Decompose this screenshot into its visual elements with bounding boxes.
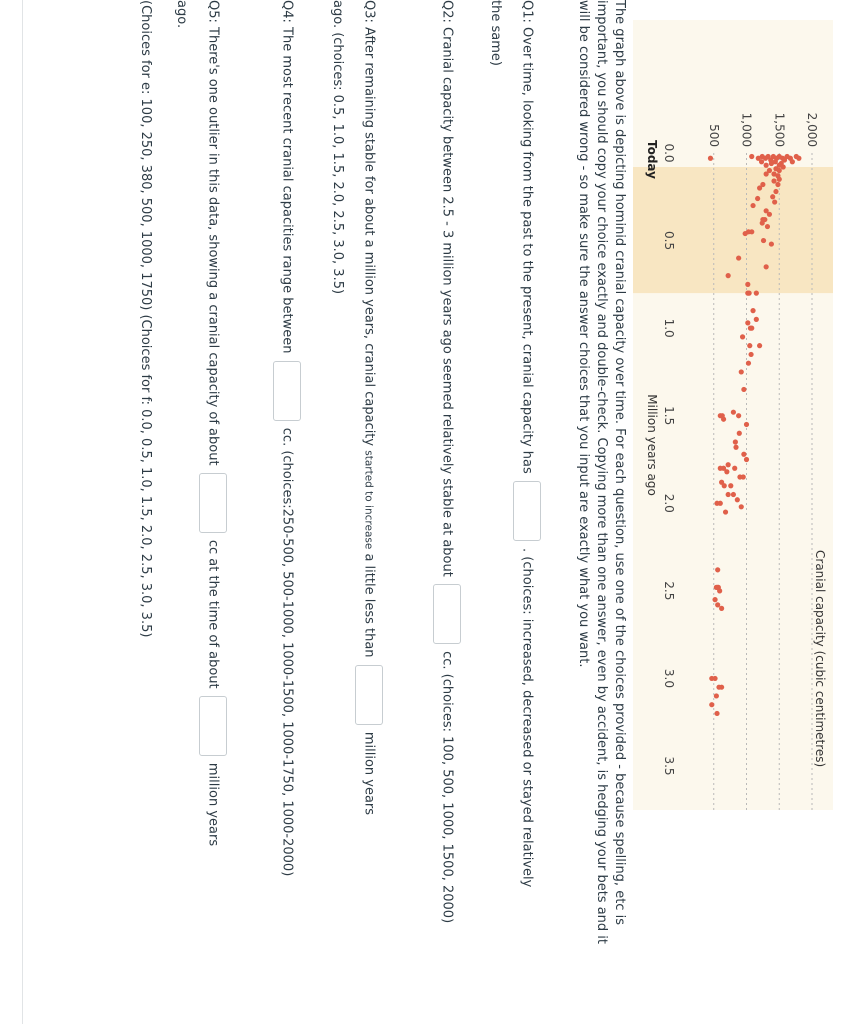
q2-text: Q2: Cranial capacity between 2.5 - 3 million years ago seemed relatively stable at about — [439, 0, 455, 577]
x-tick-label: 1.5 — [662, 406, 676, 426]
today-label: Today — [645, 140, 659, 179]
data-point — [731, 410, 736, 415]
q1-line — [513, 0, 541, 887]
data-point — [764, 171, 769, 176]
cranial-capacity-chart — [633, 20, 833, 810]
data-point — [754, 291, 759, 296]
y-tick-label: 500 — [706, 124, 721, 147]
data-point — [755, 196, 760, 201]
q5-line — [199, 0, 227, 846]
data-point — [746, 361, 751, 366]
data-point — [737, 431, 742, 436]
data-point — [767, 212, 772, 217]
q3-text: Q3: After remaining stable for about a million years, cranial capacity — [361, 0, 377, 447]
data-point — [714, 711, 719, 716]
data-point — [726, 492, 731, 497]
x-tick-label: 2.5 — [662, 581, 676, 601]
data-point — [712, 597, 717, 602]
x-tick-label: 1.0 — [662, 318, 676, 338]
data-point — [745, 282, 750, 287]
data-point — [765, 224, 770, 229]
data-point — [719, 606, 724, 611]
data-point — [772, 199, 777, 204]
data-point — [741, 452, 746, 457]
x-tick-label: 3.5 — [662, 756, 676, 776]
q3-answer-input[interactable] — [355, 665, 383, 725]
x-axis-title: Million years ago — [645, 394, 659, 496]
data-point — [749, 154, 754, 159]
data-point — [747, 291, 752, 296]
data-point — [739, 369, 744, 374]
intro-line-2: important, you should copy your choice exactly and double-check. Copying more than one answer, even by accident, is hedging your bets and it — [594, 0, 609, 945]
data-point — [723, 509, 728, 514]
data-point — [757, 185, 762, 190]
data-point — [769, 241, 774, 246]
data-point — [796, 156, 801, 161]
data-point — [709, 702, 714, 707]
q4-choices: cc. (choices:250-500, 500-1000, 1000-1500, 1000-1750, 1000-2000) — [279, 427, 295, 877]
data-point — [733, 445, 738, 450]
data-point — [740, 334, 745, 339]
data-point — [743, 231, 748, 236]
q2-line — [433, 0, 461, 923]
data-point — [749, 326, 754, 331]
q1-line-2: the same) — [488, 0, 503, 66]
data-point — [744, 457, 749, 462]
data-point — [770, 194, 775, 199]
data-point — [735, 497, 740, 502]
q3-after-text: million years — [361, 731, 377, 816]
data-point — [708, 156, 713, 161]
q5-time-input[interactable] — [199, 696, 227, 756]
q3-middle-text: a little less than — [361, 553, 377, 658]
data-point — [724, 469, 729, 474]
x-tick-label: 3.0 — [662, 668, 676, 688]
q5-middle-text: cc at the time of about — [205, 539, 221, 689]
data-point — [790, 159, 795, 164]
data-point — [732, 466, 737, 471]
q1-text: Q1: Over time, looking from the past to the present, cranial capacity has — [519, 0, 535, 474]
q1-answer-input[interactable] — [513, 481, 541, 541]
data-point — [745, 320, 750, 325]
q5-capacity-input[interactable] — [199, 473, 227, 533]
data-point — [773, 159, 778, 164]
y-tick-label: 1,500 — [772, 112, 787, 147]
intro-line-3: will be considered wrong - so make sure the answer choices that you input are exactly what you want. — [576, 0, 591, 668]
intro-line-1: The graph above is depicting hominid cranial capacity over time. For each question, use one of the choices provided - because spelling, etc is — [612, 0, 627, 925]
divider — [22, 0, 23, 1024]
y-tick-label: 1,000 — [739, 112, 754, 147]
data-point — [750, 203, 755, 208]
data-point — [750, 308, 755, 313]
y-tick-label: 2,000 — [805, 112, 819, 147]
q3-line-2: ago. (choices: 0.5, 1.0, 1.5, 2.0, 2.5, 3.0, 3.5) — [330, 0, 345, 295]
data-point — [714, 693, 719, 698]
data-point — [777, 168, 782, 173]
data-point — [764, 163, 769, 168]
data-point — [754, 317, 759, 322]
q3-small-text: started to increase — [362, 450, 375, 550]
data-point — [731, 492, 736, 497]
q2-answer-input[interactable] — [433, 584, 461, 644]
data-point — [741, 387, 746, 392]
data-point — [722, 483, 727, 488]
data-point — [726, 462, 731, 467]
data-point — [781, 164, 786, 169]
data-point — [717, 588, 722, 593]
x-tick-label: 2.0 — [662, 493, 676, 513]
data-point — [759, 159, 764, 164]
data-point — [741, 474, 746, 479]
q5-text: Q5: There's one outlier in this data, showing a cranial capacity of about — [205, 0, 221, 466]
data-point — [715, 567, 720, 572]
data-point — [764, 264, 769, 269]
choices-note: (Choices for e: 100, 250, 380, 500, 1000, 1750) (Choices for f: 0.0, 0.5, 1.0, 1.5, 2.0, 2.5, 3.0, 3.5) — [138, 0, 153, 638]
data-point — [736, 255, 741, 260]
data-point — [761, 238, 766, 243]
q2-choices: cc. (choices: 100, 500, 1000, 1500, 2000) — [439, 651, 455, 924]
q1-choices: . (choices: increased, decreased or stayed relatively — [519, 548, 535, 888]
data-point — [736, 413, 741, 418]
data-point — [749, 229, 754, 234]
x-tick-label: 0.5 — [662, 231, 676, 251]
y-axis-title: Cranial capacity (cubic centimetres) — [813, 550, 827, 768]
data-point — [757, 343, 762, 348]
data-point — [728, 483, 733, 488]
q4-answer-input[interactable] — [273, 361, 301, 421]
data-point — [712, 676, 717, 681]
data-point — [747, 343, 752, 348]
data-point — [715, 602, 720, 607]
data-point — [744, 422, 749, 427]
data-point — [719, 685, 724, 690]
data-point — [714, 501, 719, 506]
q5-after-text: million years — [205, 762, 221, 847]
data-point — [775, 182, 780, 187]
data-point — [748, 352, 753, 357]
q4-text: Q4: The most recent cranial capacities range between — [279, 0, 295, 354]
data-point — [773, 189, 778, 194]
data-point — [771, 178, 776, 183]
data-point — [760, 220, 765, 225]
data-point — [721, 417, 726, 422]
x-tick-label: 0.0 — [662, 143, 676, 163]
q3-line — [355, 0, 383, 815]
data-point — [739, 504, 744, 509]
data-point — [726, 273, 731, 278]
data-point — [777, 177, 782, 182]
q5-line-2: ago. — [174, 0, 189, 29]
q4-line — [273, 0, 301, 876]
data-point — [733, 439, 738, 444]
